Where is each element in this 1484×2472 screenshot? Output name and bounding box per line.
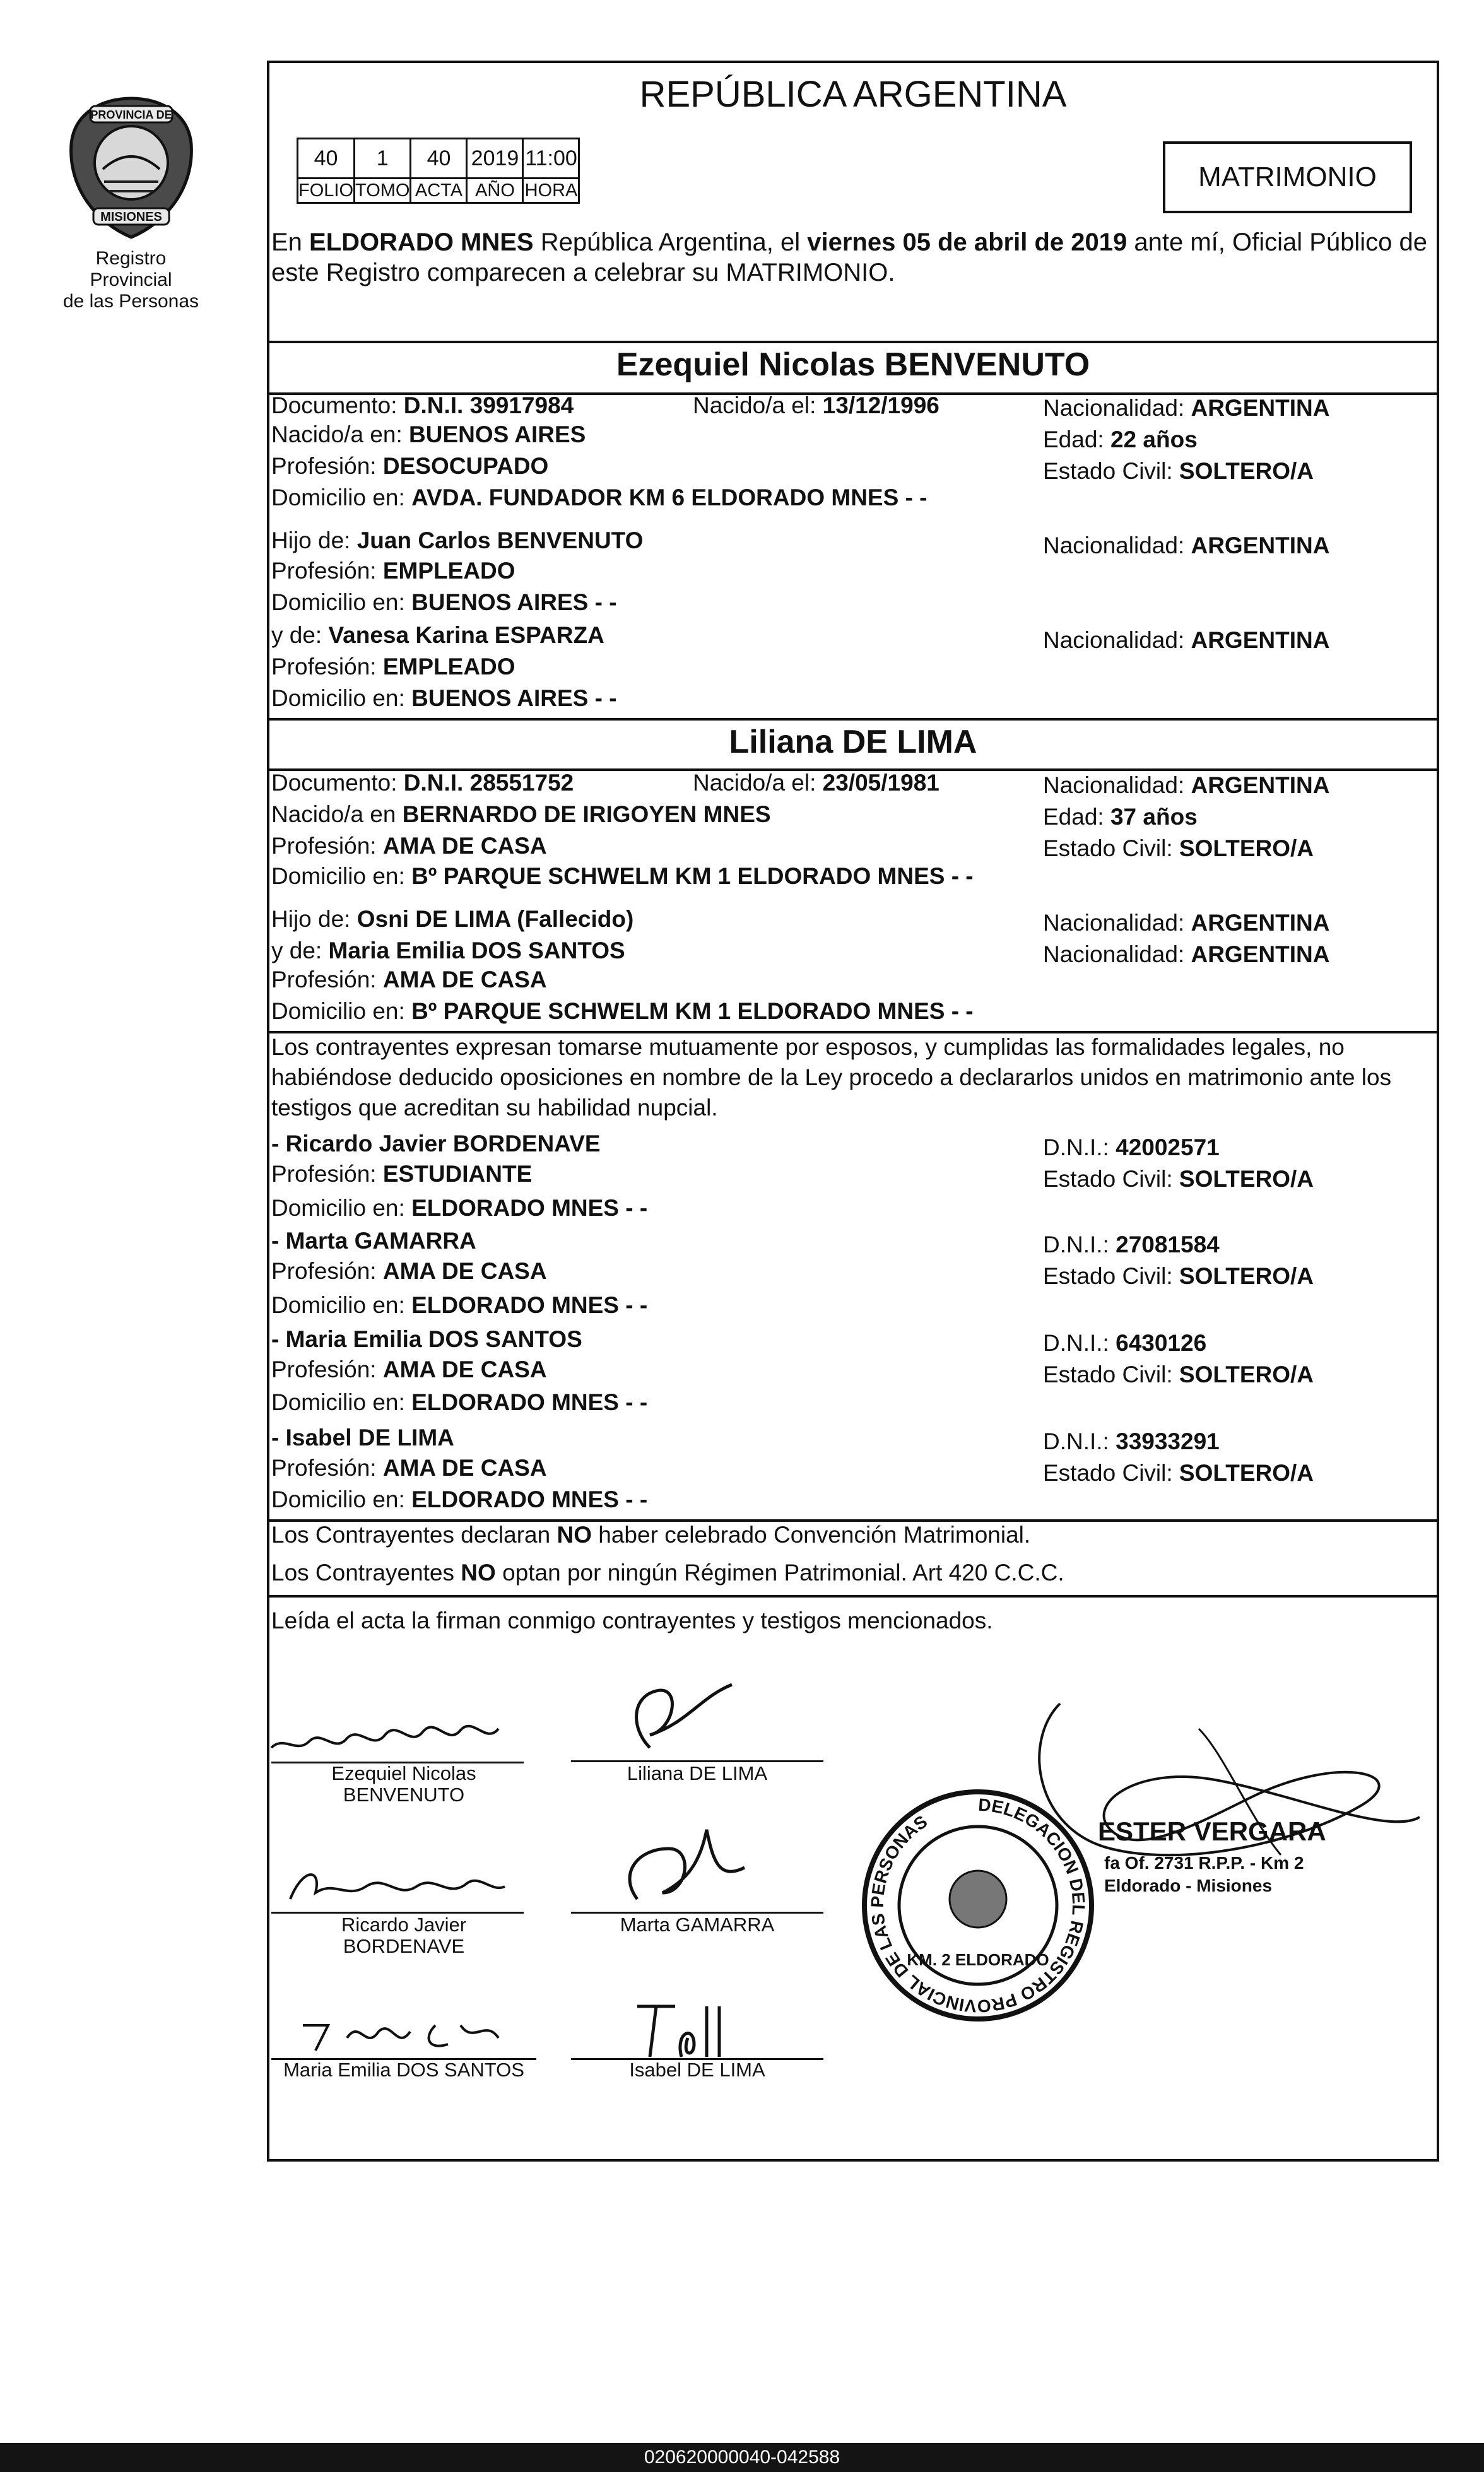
- signature-witness-3: [297, 2006, 524, 2057]
- groom-mother: y de: Vanesa Karina ESPARZA: [271, 622, 604, 648]
- witness-profession: Profesión: AMA DE CASA: [271, 1258, 547, 1284]
- signature-caption-witness-2: Marta GAMARRA: [620, 1914, 775, 1936]
- acta-label: ACTA: [411, 179, 467, 203]
- document-type-box: MATRIMONIO: [1163, 141, 1412, 213]
- witness-civil-status: Estado Civil: SOLTERO/A: [1043, 1460, 1314, 1486]
- bride-document: Documento: D.N.I. 28551752: [271, 770, 574, 796]
- intro-paragraph: En ELDORADO MNES República Argentina, el viernes 05 de abril de 2019 ante mí, Oficial Público de este Registro comparecen a celebrar su MATRIMONIO.: [271, 228, 1428, 286]
- registry-logo: [57, 93, 205, 312]
- witness-profession: Profesión: AMA DE CASA: [271, 1357, 547, 1382]
- intro-date: viernes 05 de abril de 2019: [807, 228, 1128, 256]
- witness-address: Domicilio en: ELDORADO MNES - -: [271, 1195, 648, 1221]
- witness-name: - Isabel DE LIMA: [271, 1425, 454, 1451]
- groom-mother-nationality: Nacionalidad: ARGENTINA: [1043, 627, 1330, 653]
- bride-father: Hijo de: Osni DE LIMA (Fallecido): [271, 906, 634, 932]
- divider: [267, 1595, 1439, 1598]
- bride-address: Domicilio en: Bº PARQUE SCHWELM KM 1 ELDORADO MNES - -: [271, 863, 974, 889]
- bride-age: Edad: 37 años: [1043, 804, 1198, 830]
- witness-civil-status: Estado Civil: SOLTERO/A: [1043, 1166, 1314, 1192]
- bride-father-nationality: Nacionalidad: ARGENTINA: [1043, 910, 1330, 936]
- divider: [267, 718, 1439, 721]
- officer-location: Eldorado - Misiones: [1104, 1876, 1273, 1895]
- groom-mother-profession: Profesión: EMPLEADO: [271, 654, 515, 680]
- convention-line-2: Los Contrayentes NO optan por ningún Régimen Patrimonial. Art 420 C.C.C.: [271, 1560, 1064, 1586]
- witness-dni: D.N.I.: 33933291: [1043, 1428, 1220, 1454]
- groom-age: Edad: 22 años: [1043, 427, 1198, 452]
- convention-line-1: Los Contrayentes declaran NO haber celebrado Convención Matrimonial.: [271, 1522, 1031, 1548]
- folio-value: 40: [298, 139, 355, 179]
- groom-mother-address: Domicilio en: BUENOS AIRES - -: [271, 685, 617, 711]
- groom-name: Ezequiel Nicolas BENVENUTO: [616, 346, 1090, 383]
- hora-label: HORA: [523, 179, 579, 203]
- signature-caption-bride: Liliana DE LIMA: [627, 1762, 768, 1784]
- page-title: REPÚBLICA ARGENTINA: [639, 74, 1067, 115]
- witness-dni: D.N.I.: 42002571: [1043, 1134, 1220, 1160]
- bride-name: Liliana DE LIMA: [729, 724, 977, 760]
- seal-ring-text: DELEGACION DEL REGISTRO PROVINCIAL DE LAS PERSONAS: [867, 1794, 1089, 2016]
- hora-value: 11:00: [523, 139, 579, 179]
- groom-civil-status: Estado Civil: SOLTERO/A: [1043, 458, 1314, 484]
- bride-profession: Profesión: AMA DE CASA: [271, 833, 547, 859]
- officer-signature: [984, 1691, 1426, 1880]
- witness-dni: D.N.I.: 27081584: [1043, 1232, 1220, 1257]
- emblem-text-bottom: MISIONES: [100, 210, 162, 224]
- emblem-text-top: PROVINCIA DE: [90, 109, 172, 121]
- tomo-label: TOMO: [355, 179, 411, 203]
- anio-label: AÑO: [467, 179, 523, 203]
- groom-address: Domicilio en: AVDA. FUNDADOR KM 6 ELDORADO MNES - -: [271, 485, 928, 510]
- document-code: 020620000040-042588: [644, 2447, 840, 2468]
- witness-dni: D.N.I.: 6430126: [1043, 1330, 1207, 1356]
- signature-witness-1: [278, 1855, 517, 1912]
- officer-name: ESTER VERGARA: [1098, 1816, 1326, 1846]
- registry-data-table: [297, 138, 580, 204]
- witness-address: Domicilio en: ELDORADO MNES - -: [271, 1486, 648, 1512]
- witness-civil-status: Estado Civil: SOLTERO/A: [1043, 1263, 1314, 1289]
- anio-value: 2019: [467, 139, 523, 179]
- bride-birthplace: Nacido/a en BERNARDO DE IRIGOYEN MNES: [271, 801, 771, 827]
- provincial-shield-icon: [65, 93, 197, 242]
- signature-caption-witness-4: Isabel DE LIMA: [629, 2059, 765, 2081]
- signature-caption-groom: Ezequiel Nicolas BENVENUTO: [331, 1762, 476, 1806]
- closing-statement: Leída el acta la firman conmigo contrayentes y testigos mencionados.: [271, 1608, 993, 1633]
- bride-mother-nationality: Nacionalidad: ARGENTINA: [1043, 941, 1330, 967]
- seal-inner-text: KM. 2 ELDORADO: [907, 1950, 1049, 1969]
- acta-value: 40: [411, 139, 467, 179]
- groom-birthplace: Nacido/a en: BUENOS AIRES: [271, 421, 586, 447]
- signature-caption-witness-1: Ricardo Javier BORDENAVE: [341, 1914, 467, 1957]
- bride-birthdate: Nacido/a el: 23/05/1981: [693, 770, 939, 796]
- groom-father-nationality: Nacionalidad: ARGENTINA: [1043, 533, 1330, 558]
- folio-label: FOLIO: [298, 179, 355, 203]
- signature-witness-4: [625, 1994, 738, 2063]
- divider: [267, 341, 1439, 343]
- witness-civil-status: Estado Civil: SOLTERO/A: [1043, 1362, 1314, 1387]
- logo-text-line2: de las Personas: [62, 291, 199, 312]
- declaration-paragraph: Los contrayentes expresan tomarse mutuamente por esposos, y cumplidas las formalidades legales, no habiéndose deducido oposiciones en nombre de la Ley procedo a declararlos unidos en matrimonio ante los testigos que acreditan su habilidad nupcial.: [271, 1034, 1392, 1121]
- signature-witness-2: [599, 1823, 763, 1912]
- groom-birthdate: Nacido/a el: 13/12/1996: [693, 392, 939, 418]
- bride-nationality: Nacionalidad: ARGENTINA: [1043, 772, 1330, 798]
- groom-father-address: Domicilio en: BUENOS AIRES - -: [271, 589, 617, 615]
- intro-place: ELDORADO MNES: [309, 228, 534, 256]
- groom-father-profession: Profesión: EMPLEADO: [271, 558, 515, 584]
- witness-name: - Marta GAMARRA: [271, 1228, 476, 1254]
- groom-profession: Profesión: DESOCUPADO: [271, 453, 549, 479]
- witness-profession: Profesión: AMA DE CASA: [271, 1455, 547, 1481]
- signature-caption-witness-3: Maria Emilia DOS SANTOS: [283, 2059, 524, 2081]
- bride-civil-status: Estado Civil: SOLTERO/A: [1043, 835, 1314, 861]
- groom-father: Hijo de: Juan Carlos BENVENUTO: [271, 527, 644, 553]
- witness-address: Domicilio en: ELDORADO MNES - -: [271, 1292, 648, 1318]
- witness-address: Domicilio en: ELDORADO MNES - -: [271, 1389, 648, 1415]
- tomo-value: 1: [355, 139, 411, 179]
- witness-name: - Ricardo Javier BORDENAVE: [271, 1131, 601, 1157]
- officer-credential: fa Of. 2731 R.P.P. - Km 2: [1104, 1853, 1304, 1873]
- groom-nationality: Nacionalidad: ARGENTINA: [1043, 395, 1330, 421]
- signature-groom: [265, 1691, 568, 1773]
- groom-document: Documento: D.N.I. 39917984: [271, 392, 574, 418]
- footer-bar: [0, 2443, 1484, 2472]
- bride-mother-address: Domicilio en: Bº PARQUE SCHWELM KM 1 ELDORADO MNES - -: [271, 998, 974, 1024]
- logo-text-line1: Registro Provincial: [90, 248, 172, 290]
- witness-name: - Maria Emilia DOS SANTOS: [271, 1326, 582, 1352]
- signature-bride: [606, 1672, 770, 1760]
- bride-mother: y de: Maria Emilia DOS SANTOS: [271, 938, 625, 963]
- witness-profession: Profesión: ESTUDIANTE: [271, 1161, 533, 1187]
- bride-mother-profession: Profesión: AMA DE CASA: [271, 967, 547, 992]
